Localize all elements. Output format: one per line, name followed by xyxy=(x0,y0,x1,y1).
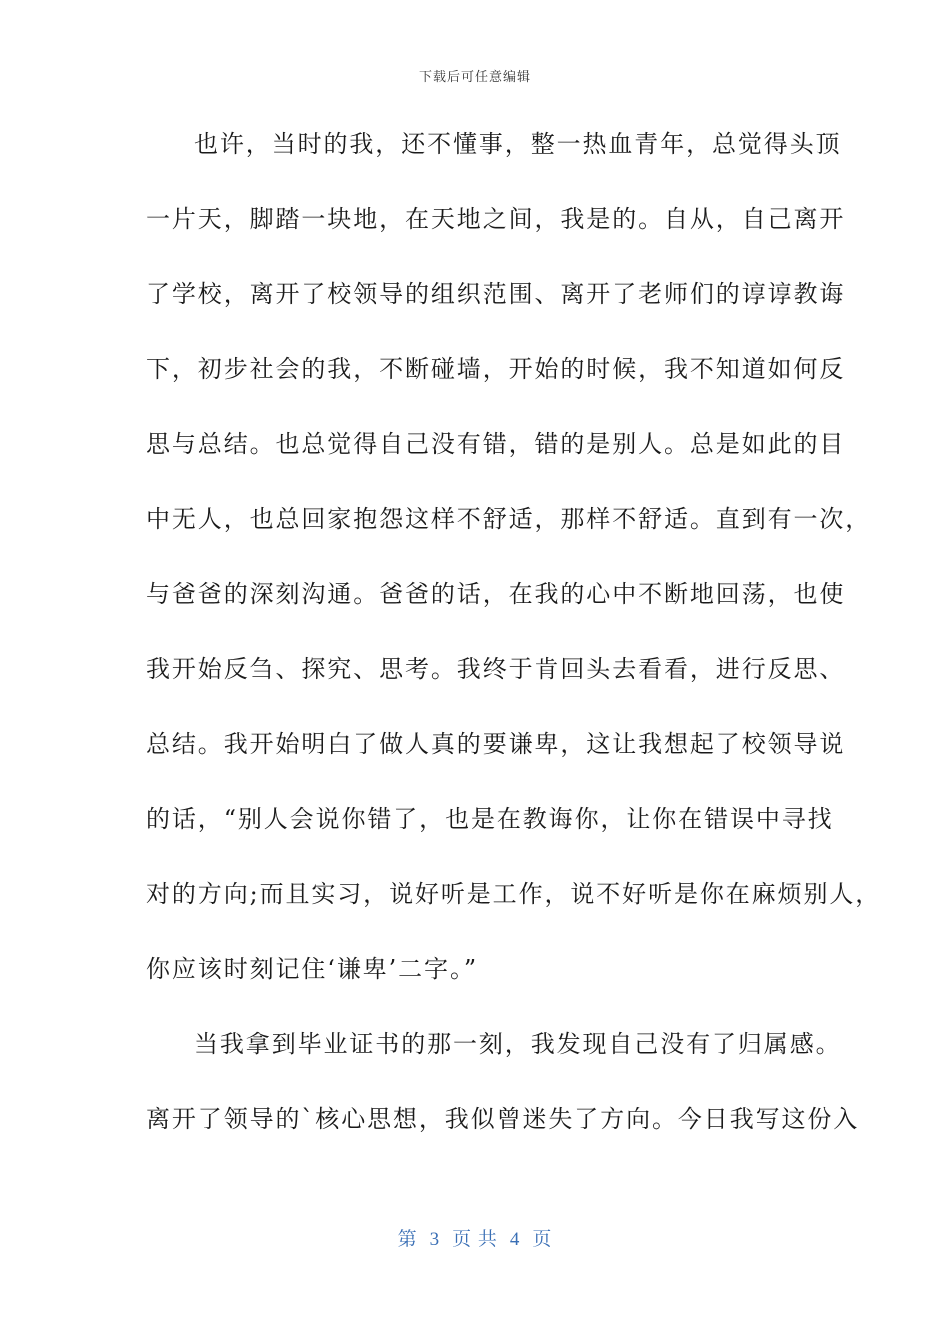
total-page-number: 4 xyxy=(509,1229,521,1250)
paragraph-line: 我开始反刍、探究、思考。我终于肯回头去看看，进行反思、 xyxy=(146,655,846,683)
paragraph-line: 也许，当时的我，还不懂事，整一热血青年，总觉得头顶 xyxy=(194,130,842,158)
document-body xyxy=(146,118,882,1168)
paragraph-line: 的话，“别人会说你错了，也是在教诲你，让你在错误中寻找 xyxy=(146,805,834,833)
footer-suffix: 页 xyxy=(532,1229,553,1250)
paragraph-line: 总结。我开始明白了做人真的要谦卑，这让我想起了校领导说 xyxy=(146,730,846,758)
paragraph-line: 当我拿到毕业证书的那一刻，我发现自己没有了归属感。 xyxy=(194,1030,842,1058)
paragraph-line: 下，初步社会的我，不断碰墙，开始的时候，我不知道如何反 xyxy=(146,355,846,383)
paragraph-line: 中无人，也总回家抱怨这样不舒适，那样不舒适。直到有一次， xyxy=(146,505,872,533)
current-page-number: 3 xyxy=(429,1229,441,1250)
footer-prefix: 第 xyxy=(397,1229,418,1250)
paragraph-line: 你应该时刻记住‘谦卑’二字。” xyxy=(146,955,479,983)
paragraph-line: 离开了领导的`核心思想，我似曾迷失了方向。今日我写这份入 xyxy=(146,1105,860,1133)
page-footer xyxy=(0,1224,950,1251)
paragraph-line: 了学校，离开了校领导的组织范围、离开了老师们的谆谆教诲 xyxy=(146,280,846,308)
paragraph-line: 对的方向;而且实习，说好听是工作，说不好听是你在麻烦别人， xyxy=(146,880,882,908)
paragraph-line: 一片天，脚踏一块地，在天地之间，我是的。自从，自己离开 xyxy=(146,205,846,233)
header-note: 下载后可任意编辑 xyxy=(418,70,531,85)
paragraph-line: 与爸爸的深刻沟通。爸爸的话，在我的心中不断地回荡，也使 xyxy=(146,580,846,608)
footer-middle: 页 共 xyxy=(452,1229,498,1250)
paragraph-line: 思与总结。也总觉得自己没有错，错的是别人。总是如此的目 xyxy=(146,430,846,458)
